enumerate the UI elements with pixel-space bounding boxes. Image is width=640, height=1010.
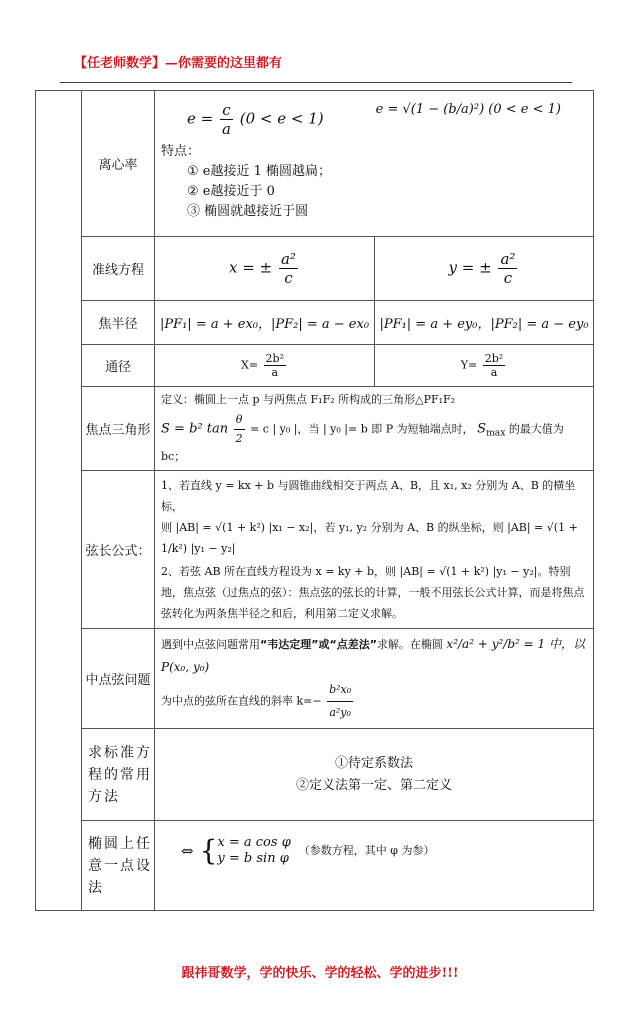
traits-title: 特点： bbox=[161, 144, 201, 159]
row-label: 准线方程 bbox=[82, 237, 155, 301]
row-standard-equation-methods bbox=[36, 729, 594, 821]
chord-case-1a: 1、若直线 y = kx + b 与圆锥曲线相交于两点 A、B，且 x₁, x₂ 分别为 A、B 的横坐标， bbox=[161, 479, 576, 513]
left-margin-column bbox=[36, 91, 82, 911]
row-midpoint-chord bbox=[36, 629, 594, 729]
chord-case-2: 2、若弦 AB 所在直线方程设为 x = ky + b，则 |AB| = √(1 + k²) |y₁ − y₂|。特别地，焦点弦（过焦点的弦）：焦点弦的弦长的计算，一般不用弦长公式计算，而是将焦点弦转化为两条焦半径之和后，利用第二定义求解。 bbox=[161, 565, 585, 620]
row-parametric-point bbox=[36, 821, 594, 911]
row-label: 通径 bbox=[82, 345, 155, 387]
methods-content bbox=[155, 729, 594, 821]
equivalence-arrow: ⇔ bbox=[181, 842, 194, 860]
method-item: ②定义法第一定、第二定义 bbox=[295, 777, 452, 793]
directrix-x: x = ± $\frac{\text{a²}}{c}$ bbox=[155, 237, 375, 301]
midpoint-line-1: 遇到中点弦问题常用“韦达定理”或“点差法”求解。在椭圆 x²/a² + y²/b² = 1 中，以 P(x₀, y₀) bbox=[161, 637, 585, 674]
row-label: 焦点三角形 bbox=[82, 387, 155, 471]
header-divider bbox=[60, 82, 572, 83]
trait-item: ② e越接近于 0 bbox=[187, 184, 275, 199]
row-label: 中点弦问题 bbox=[82, 629, 155, 729]
row-focal-triangle bbox=[36, 387, 594, 471]
row-label: 求标准方程的常用方法 bbox=[82, 729, 155, 821]
latus-rectum-y: Y= $\frac{\text{2b²}}{a}$ bbox=[375, 345, 594, 387]
param-eq-y: y = b sin φ bbox=[217, 851, 289, 866]
row-label: 离心率 bbox=[82, 91, 155, 237]
page-header: 【任老师数学】—你需要的这里都有 bbox=[74, 56, 283, 71]
latus-rectum-x: X= $\frac{\text{2b²}}{a}$ bbox=[155, 345, 375, 387]
row-focal-radius bbox=[36, 301, 594, 345]
row-label: 焦半径 bbox=[82, 301, 155, 345]
trait-item: ① e越接近 1 椭圆越扁； bbox=[187, 164, 332, 179]
parametric-content bbox=[155, 821, 594, 911]
row-label: 椭圆上任意一点设法 bbox=[82, 821, 155, 911]
trait-item: ③ 椭圆就越接近于圆 bbox=[187, 204, 309, 219]
method-item: ①待定系数法 bbox=[334, 755, 413, 771]
brace-icon: { bbox=[199, 834, 218, 867]
eccentricity-formula-1: e = $\frac{c}{a}$ (0 < e < 1) bbox=[187, 101, 324, 138]
param-eq-x: x = a cos φ bbox=[217, 835, 291, 850]
param-note: （参数方程，其中 φ 为参） bbox=[298, 844, 435, 857]
page-footer: 跟祎哥数学，学的快乐、学的轻松、学的进步!!! bbox=[181, 966, 459, 981]
eccentricity-content bbox=[155, 91, 594, 237]
row-latus-rectum bbox=[36, 345, 594, 387]
ellipse-properties-table bbox=[35, 90, 594, 911]
eccentricity-formula-2: e = √(1 − (b/a)²) (0 < e < 1) bbox=[375, 102, 561, 117]
midpoint-line-2: 为中点的弦所在直线的斜率 k=− $\frac{\text{b²x₀}}{\text{a²y₀}}$ bbox=[161, 679, 587, 724]
directrix-y: y = ± $\frac{\text{a²}}{c}$ bbox=[375, 237, 594, 301]
focal-triangle-definition: 定义：椭圆上一点 p 与两焦点 F₁F₂ 所构成的三角形△PF₁F₂ bbox=[161, 393, 456, 406]
focal-triangle-content bbox=[155, 387, 594, 471]
row-eccentricity bbox=[36, 91, 594, 237]
midpoint-content bbox=[155, 629, 594, 729]
row-chord-length bbox=[36, 471, 594, 629]
focal-radius-x: |PF₁| = a + ex₀，|PF₂| = a − ex₀ bbox=[155, 301, 375, 345]
row-label: 弦长公式： bbox=[82, 471, 155, 629]
focal-radius-y: |PF₁| = a + ey₀，|PF₂| = a − ey₀ bbox=[375, 301, 594, 345]
row-directrix bbox=[36, 237, 594, 301]
chord-content bbox=[155, 471, 594, 629]
chord-case-1b: 则 |AB| = √(1 + k²) |x₁ − x₂|，若 y₁, y₂ 分别为 A、B 的纵坐标，则 |AB| = √(1 + 1/k²) |y₁ − y₂| bbox=[161, 521, 578, 555]
focal-triangle-area: S = b² tan $\frac{\theta}{2}$ = c | y₀ |，当 | y₀ |= b 即 P 为短轴端点时， $S_{max}$ 的最大值为 bc； bbox=[161, 413, 564, 463]
